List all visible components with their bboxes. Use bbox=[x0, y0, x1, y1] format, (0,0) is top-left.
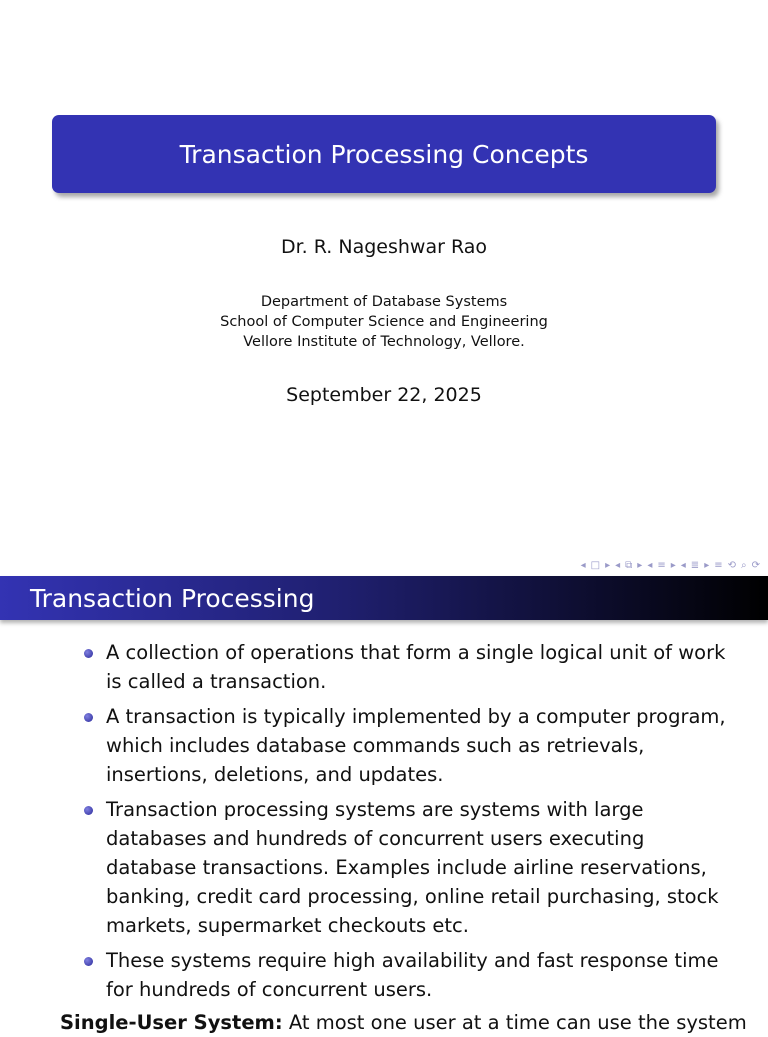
nav-search-icon[interactable]: ⌕ bbox=[741, 560, 747, 571]
institution-block bbox=[0, 292, 768, 352]
author-name: Dr. R. Nageshwar Rao bbox=[280, 236, 487, 258]
nav-prev-icon[interactable]: ◂ bbox=[580, 560, 586, 571]
nav-prev-icon[interactable]: ◂ bbox=[680, 560, 686, 571]
nav-section-icon[interactable]: ≡ bbox=[657, 560, 666, 571]
definition-text: At most one user at a time can use the system bbox=[288, 1011, 747, 1034]
institution-line: School of Computer Science and Engineering bbox=[220, 314, 548, 330]
nav-back-icon[interactable]: ⟲ bbox=[727, 560, 736, 571]
bullet-icon bbox=[84, 806, 93, 815]
presentation-title: Transaction Processing Concepts bbox=[179, 139, 589, 169]
content-slide bbox=[0, 576, 768, 1034]
bullet-item bbox=[84, 638, 734, 696]
bullet-item bbox=[84, 795, 734, 940]
bullet-text: Transaction processing systems are systems with large databases and hundreds of concurrent users executing database transactions. Examples include airline reservations, banking, credit card processing, online retail purchasing, stock markets, supermarket checkouts etc. bbox=[106, 798, 719, 937]
nav-document-icon[interactable]: ≣ bbox=[690, 560, 700, 571]
frame-title: Transaction Processing bbox=[30, 583, 315, 613]
frame-title-bar bbox=[0, 576, 768, 620]
nav-next-icon[interactable]: ▸ bbox=[704, 560, 710, 571]
nav-prev-icon[interactable]: ◂ bbox=[647, 560, 653, 571]
bullet-item bbox=[84, 946, 734, 1004]
nav-next-icon[interactable]: ▸ bbox=[605, 560, 611, 571]
bullet-icon bbox=[84, 957, 93, 966]
institution-line: Vellore Institute of Technology, Vellore. bbox=[243, 334, 525, 350]
nav-next-icon[interactable]: ▸ bbox=[637, 560, 643, 571]
presentation-date: September 22, 2025 bbox=[286, 384, 482, 406]
institution-line: Department of Database Systems bbox=[260, 294, 508, 310]
nav-forward-icon[interactable]: ⟳ bbox=[751, 560, 760, 571]
bullet-icon bbox=[84, 713, 93, 722]
definition-line bbox=[60, 1008, 747, 1037]
nav-align-icon[interactable]: ≡ bbox=[714, 560, 723, 571]
bullet-text: These systems require high availability and fast response time for hundreds of concurrent users. bbox=[106, 949, 719, 1001]
nav-next-icon[interactable]: ▸ bbox=[670, 560, 676, 571]
definition-term: Single-User System: bbox=[60, 1011, 283, 1034]
beamer-navigation-bar bbox=[581, 560, 760, 571]
bullet-text: A collection of operations that form a single logical unit of work is called a transaction. bbox=[106, 641, 726, 693]
title-box bbox=[52, 115, 716, 193]
bullet-icon bbox=[84, 649, 93, 658]
bullet-text: A transaction is typically implemented by a computer program, which includes database commands such as retrievals, insertions, deletions, and updates. bbox=[106, 705, 726, 786]
nav-subsection-icon[interactable]: ⧉ bbox=[625, 560, 633, 571]
nav-frame-icon[interactable]: □ bbox=[590, 560, 601, 571]
bullet-item bbox=[84, 702, 734, 789]
nav-prev-icon[interactable]: ◂ bbox=[615, 560, 621, 571]
bullet-list bbox=[84, 638, 734, 1010]
